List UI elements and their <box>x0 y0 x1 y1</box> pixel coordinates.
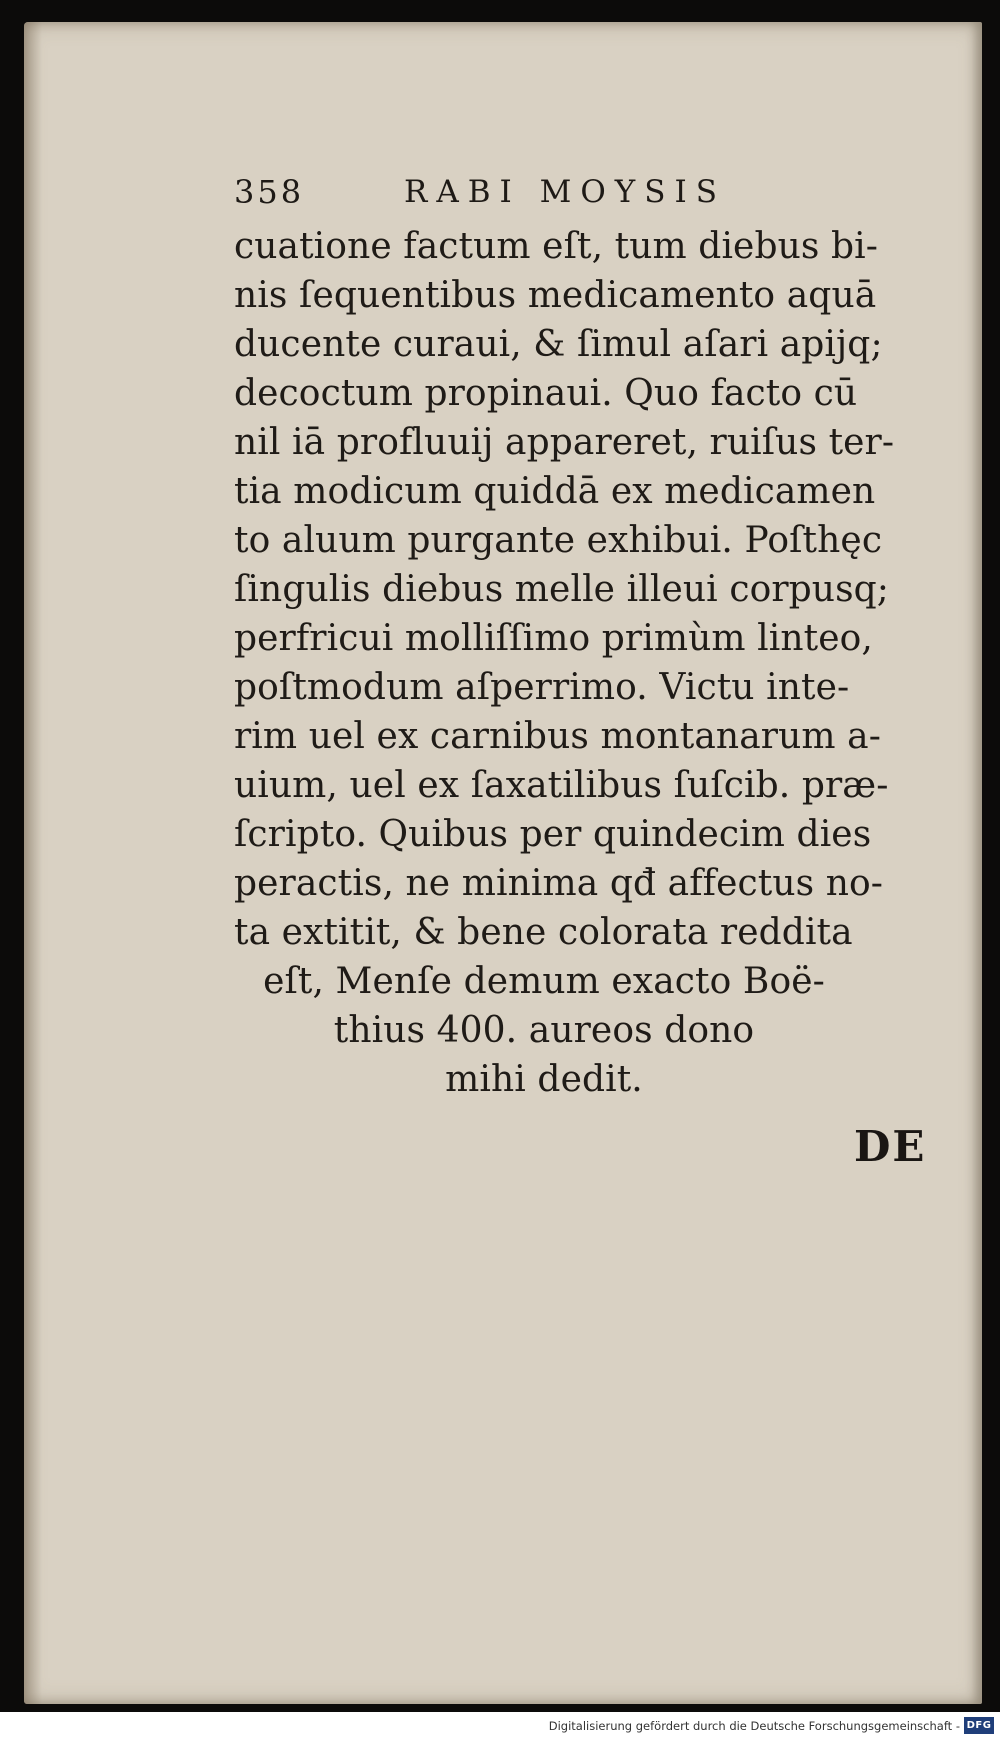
running-head <box>234 172 794 212</box>
text-line: ſingulis diebus melle illeui corpusq; <box>234 569 890 610</box>
text-line: peractis, ne minima qđ affectus no- <box>234 863 884 904</box>
text-line: ta extitit, & bene colorata reddita <box>234 912 853 953</box>
text-line: rim uel ex carnibus montanarum a- <box>234 716 881 757</box>
text-line: mihi dedit. <box>445 1059 643 1100</box>
text-line: cuatione factum eſt, tum diebus bi- <box>234 226 879 267</box>
catchword: DE <box>854 1122 927 1171</box>
text-line: ſcripto. Quibus per quindecim dies <box>234 814 872 855</box>
text-line: thius 400. aureos dono <box>333 1010 755 1051</box>
running-title: RABI MOYSIS <box>404 174 726 210</box>
text-line: ducente curaui, & ſimul aſari apijq; <box>234 324 883 365</box>
text-line: tia modicum quiddā ex medicamen <box>234 471 876 512</box>
text-line: to aluum purgante exhibui. Poſthęc <box>234 520 883 561</box>
text-line: nil iā profluuij appareret, ruiſus ter- <box>234 422 895 463</box>
dfg-logo-icon: DFG <box>964 1717 994 1734</box>
text-line: decoctum propinaui. Quo facto cū <box>234 373 858 414</box>
body-text <box>234 222 934 1104</box>
text-line: eſt, Menſe demum exacto Boë- <box>263 961 825 1002</box>
text-line: uium, uel ex ſaxatilibus ſuſcib. præ- <box>234 765 889 806</box>
book-page <box>24 22 982 1704</box>
text-line: nis ſequentibus medicamento aquā <box>234 275 877 316</box>
funding-credit: Digitalisierung gefördert durch die Deutsche Forschungsgemeinschaft - <box>548 1719 960 1733</box>
footer-bar <box>0 1712 1000 1741</box>
text-line: poſtmodum aſperrimo. Victu inte- <box>234 667 850 708</box>
page-number: 358 <box>234 173 305 211</box>
text-line: perfricui molliſſimo primùm linteo, <box>234 618 873 659</box>
